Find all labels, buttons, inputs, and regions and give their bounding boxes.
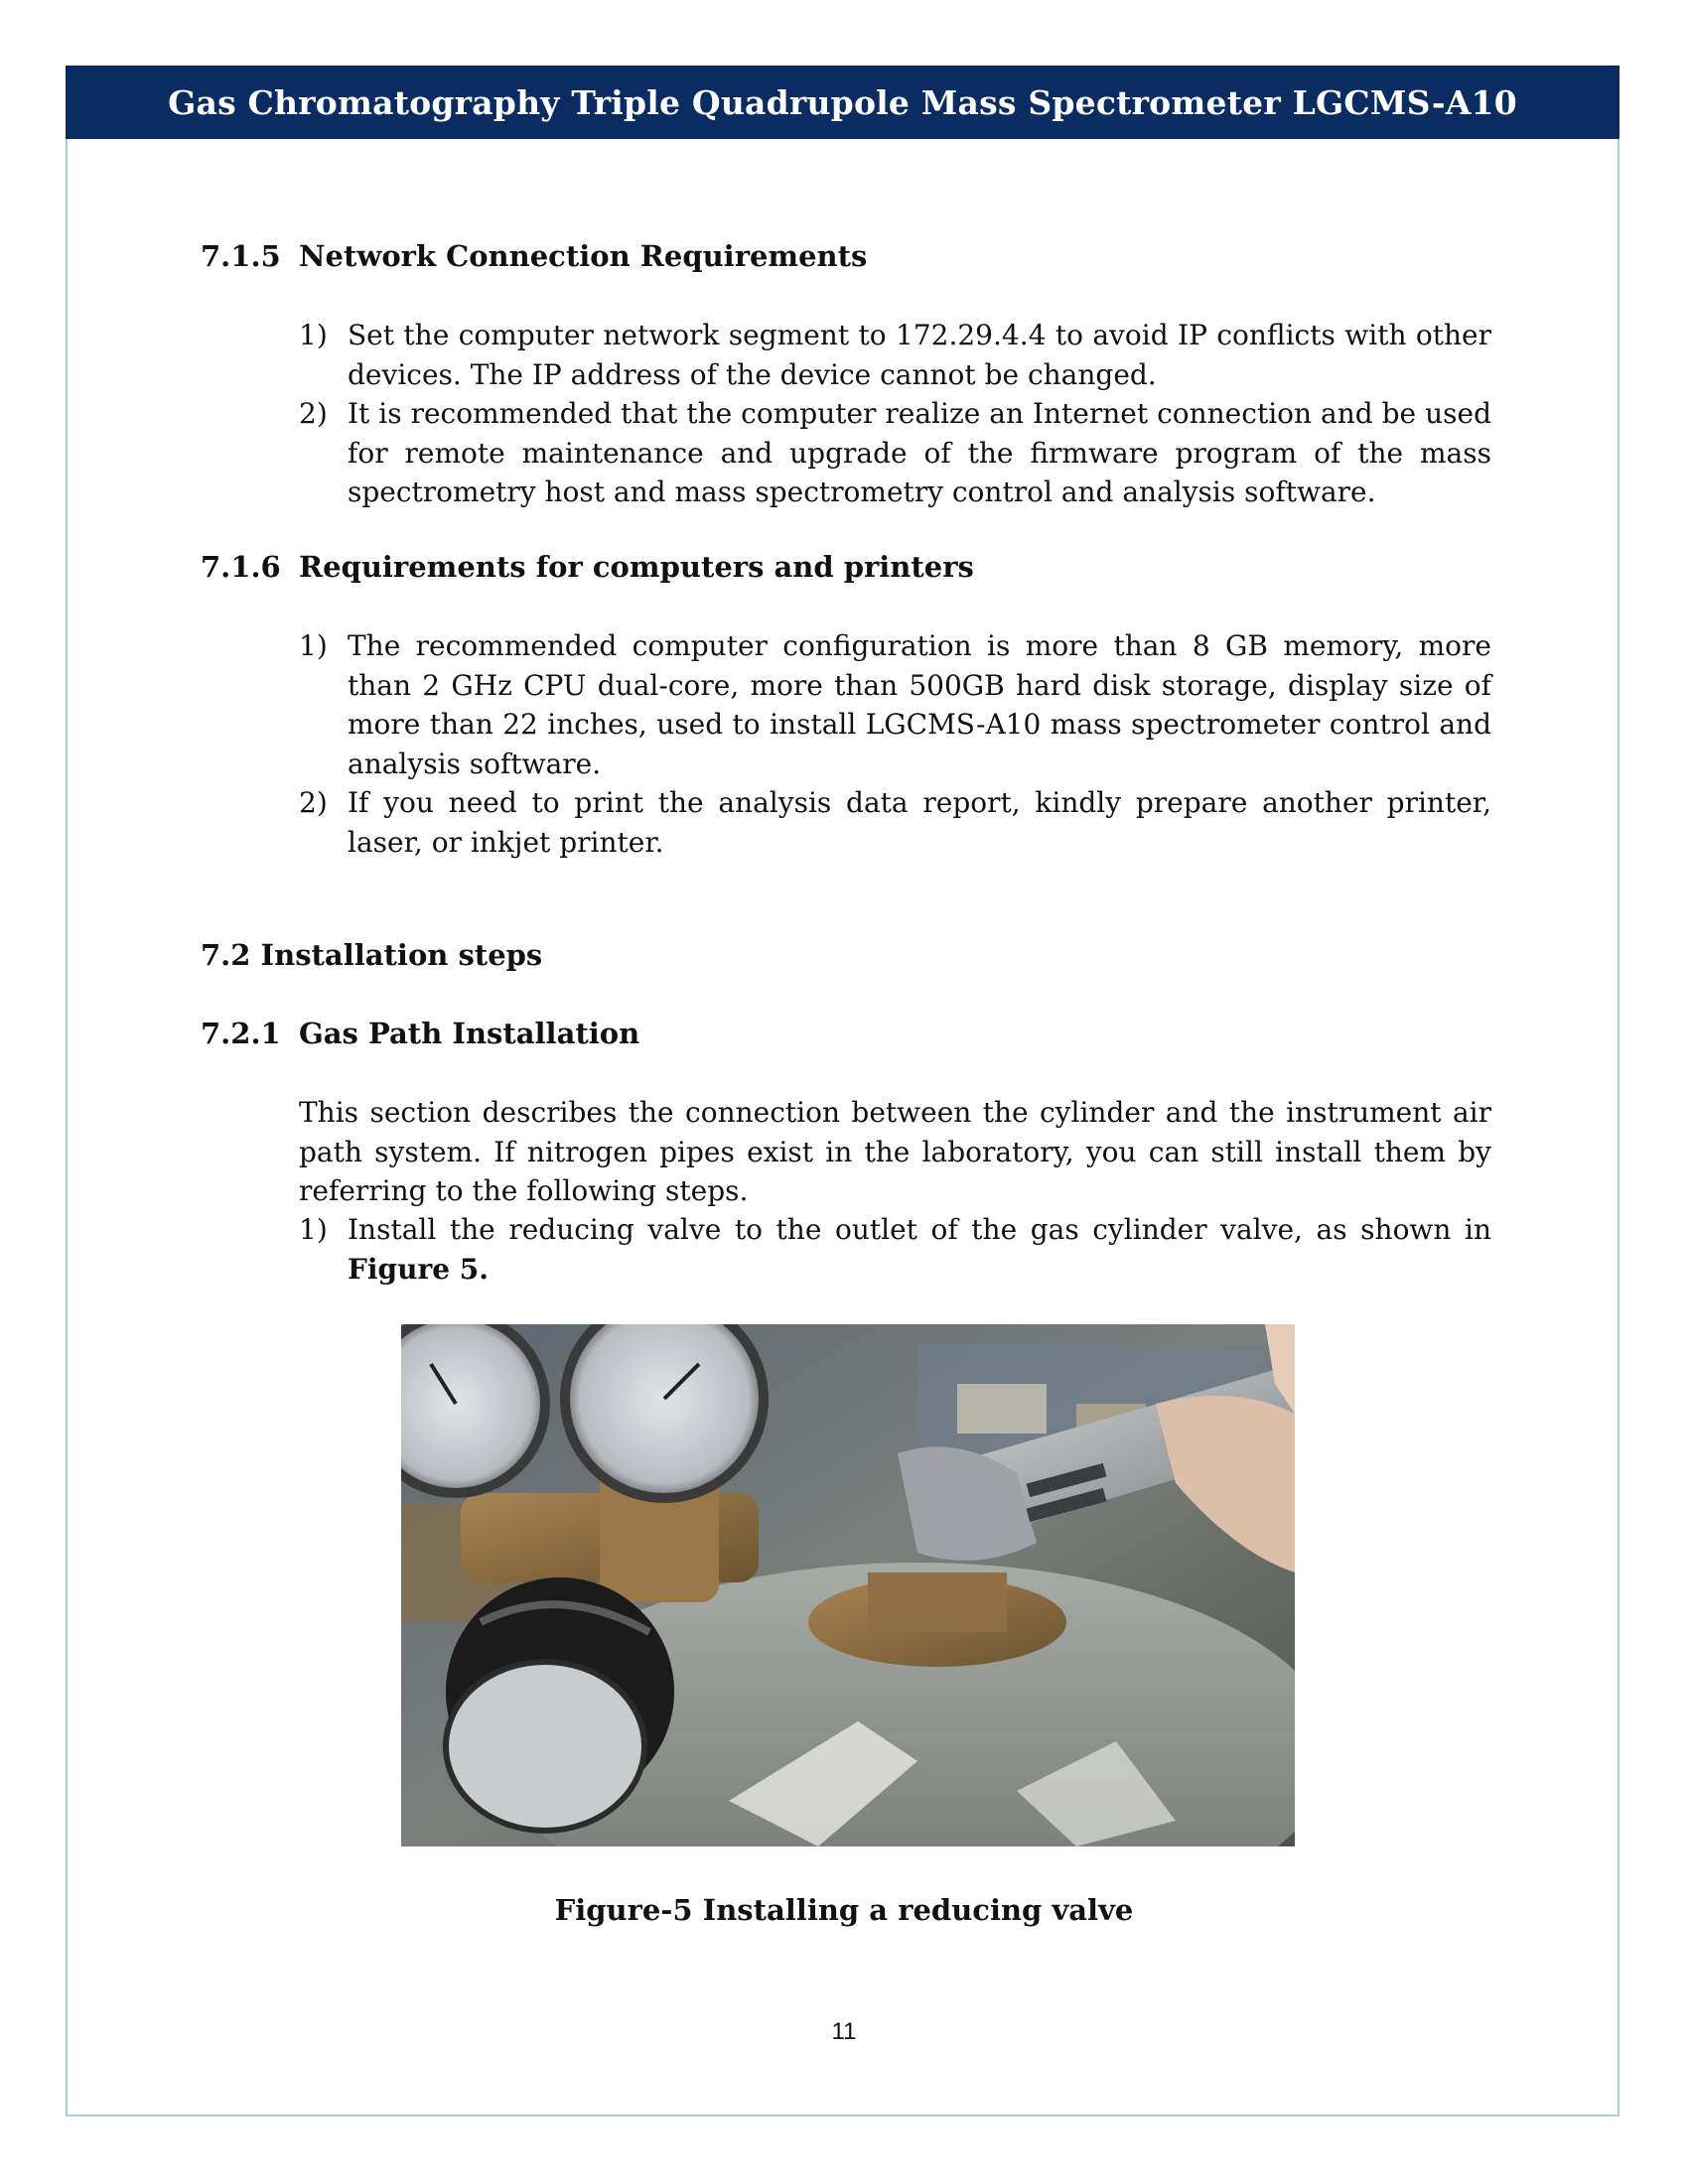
section-heading-7-1-5	[201, 239, 867, 273]
list-item-text: The recommended computer configuration is more than 8 GB memory, more than 2 GHz CPU dual-core, more than 500GB hard disk storage, display size of more than 22 inches, used to install LGCMS-A10 mass spectrometer control and analysis software.	[348, 629, 1491, 780]
list-marker: 2)	[299, 397, 328, 430]
list-marker: 1)	[299, 319, 328, 351]
section-heading-7-2-1	[201, 1017, 639, 1050]
section-title: Network Connection Requirements	[299, 239, 868, 273]
figure-photo-reducing-valve	[401, 1324, 1295, 1846]
section-title: 7.2 Installation steps	[201, 938, 543, 972]
list-item	[299, 626, 1491, 783]
list-item	[299, 783, 1491, 862]
section-intro-paragraph: This section describes the connection between the cylinder and the instrument air path system. If nitrogen pipes exist in the laboratory, you can still install them by referring to the following steps.	[299, 1096, 1491, 1207]
section-heading-7-2	[201, 938, 542, 972]
document-title: Gas Chromatography Triple Quadrupole Mass Spectrometer LGCMS-A10	[168, 82, 1517, 122]
figure-reference: Figure 5.	[348, 1252, 489, 1286]
list-item-text: If you need to print the analysis data report, kindly prepare another printer, laser, or inkjet printer.	[348, 786, 1491, 859]
section-number: 7.1.6	[201, 550, 281, 584]
page-number: 11	[831, 2018, 857, 2045]
list-marker: 1)	[299, 629, 328, 662]
section-heading-7-1-6	[201, 550, 974, 584]
list-marker: 1)	[299, 1213, 328, 1246]
list-item	[299, 1210, 1491, 1289]
list-item-text	[348, 1210, 1491, 1289]
section-title: Requirements for computers and printers	[299, 550, 974, 584]
list-item-text: It is recommended that the computer realize an Internet connection and be used for remote maintenance and upgrade of the firmware program of the mass spectrometry host and mass spectrometry control and analysis software.	[348, 397, 1491, 508]
list-item	[299, 316, 1491, 394]
list-item-text-plain: Install the reducing valve to the outlet of the gas cylinder valve, as shown in	[348, 1213, 1491, 1246]
section-title: Gas Path Installation	[299, 1017, 640, 1050]
document-header-banner	[66, 66, 1619, 139]
section-number: 7.1.5	[201, 239, 281, 273]
list-item	[299, 394, 1491, 512]
list-marker: 2)	[299, 786, 328, 819]
section-number: 7.2.1	[201, 1017, 281, 1050]
list-item-text: Set the computer network segment to 172.29.4.4 to avoid IP conflicts with other devices. The IP address of the device cannot be changed.	[348, 319, 1491, 391]
figure-caption: Figure-5 Installing a reducing valve	[554, 1893, 1134, 1927]
reducing-valve-photo-illustration	[401, 1324, 1295, 1846]
